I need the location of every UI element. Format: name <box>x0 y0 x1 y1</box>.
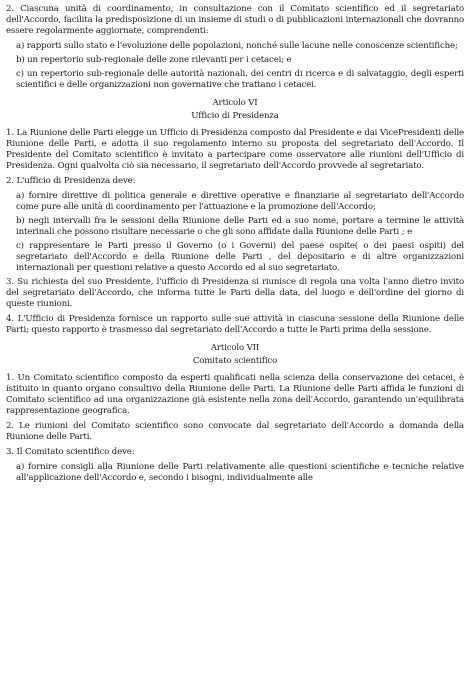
list-item-c: c) un repertorio sub-regionale delle autorità nazionali, dei centri di ricerca e di salvataggio, degli esperti scientifici e delle organizzazioni non governative che trattano i cetacei. <box>16 69 464 90</box>
article-vi-paragraph-4: 4. L'Ufficio di Presidenza fornisce un rapporto sulle sue attività in ciascuna sessione della Riunione delle Parti; questo rapporto è trasmesso dal segretariato dell'Accordo a tutte le Parti prima della sessione. <box>6 314 464 335</box>
article-vi-paragraph-1: 1. La Riunione delle Parti elegge un Ufficio di Presidenza composto dal Presidente e dai VicePresidenti delle Riunione delle Parti, e adotta il suo regolamento interno su proposta del segretariato dell'Accordo. Il Presidente del Comitato scientifico è invitato a partecipare come osservatore alle riunioni dell'Ufficio di Presidenza. Ogni qualvolta ciò sia necessario, il segretariato dell'Accordo provvede al segretariato. <box>6 128 464 171</box>
article-vii-subtitle: Comitato scientifico <box>192 356 278 366</box>
article-vii-paragraph-2: 2. Le riunioni del Comitato scientifico sono convocate dal segretariato dell'Accordo a domanda della Riunione delle Parti. <box>6 421 464 442</box>
article-vii-title: Articolo VII <box>210 343 260 353</box>
article-vi-item-a: a) fornire direttive di politica generale e direttive operative e finanziarie al segretariato dell'Accordo come pure alle unità di coordinamento per l'attuazione e la promozione dell'Accordo; <box>16 191 464 212</box>
article-vii-item-a: a) fornire consigli alla Riunione delle Parti relativamente alle questioni scientifiche e tecniche relative all'applicazione dell'Accordo e, secondo i bisogni, individualmente alle <box>16 462 464 483</box>
paragraph-2-intro: 2. Ciascuna unità di coordinamento, in consultazione con il Comitato scientifico ed il segretariato dell'Accordo, facilita la predisposizione di un insieme di studi o di pubblicazioni internazionali che dovranno essere regolarmente aggiornate, comprendenti: <box>6 4 464 36</box>
article-vi-subtitle: Ufficio di Presidenza <box>191 111 279 121</box>
article-vi-title: Articolo VI <box>212 98 258 108</box>
article-vii-paragraph-3: 3. Il Comitato scientifico deve: <box>6 447 135 457</box>
list-item-b: b) un repertorio sub-regionale delle zone rilevanti per i cetacei; e <box>16 55 292 65</box>
article-vi-paragraph-3: 3. Su richiesta del suo Presidente, l'ufficio di Presidenza si riunisce di regola una volta l'anno dietro invito del segretariato dell'Accordo, che informa tutte le Parti della data, del luogo e dell'ordine del giorno di queste riunioni. <box>6 277 464 309</box>
article-vii-paragraph-1: 1. Un Comitato scientifico composto da esperti qualificati nella scienza della conservazione dei cetacei, è istituito in quanto organo consultivo della Riunione delle Parti. La Riunione delle Parti affida le funzioni di Comitato scientifico ad una organizzazione già esistente nella zona dell'Accordo, garantendo un'equilibrata rappresentazione geografica. <box>6 373 464 416</box>
document-page <box>6 4 464 487</box>
list-item-a: a) rapporti sullo stato e l'evoluzione delle popolazioni, nonché sulle lacune nelle conoscenze scientifiche; <box>16 41 458 51</box>
article-vi-item-b: b) negli intervalli fra le sessioni della Riunione delle Parti ed a suo nome, portare a termine le attività interinali che possono risultare necessarie o che gli sono affidate dalla Riunione delle Parti ; e <box>16 216 464 237</box>
article-vi-item-c: c) rappresentare le Parti presso il Governo (o i Governi) del paese ospite( o dei paesi ospiti) del segretariato dell'Accordo e della Riunione delle Parti , del depositario e di altre organizzazioni internazionali per questioni relative a questo Accordo ed al suo segretariato. <box>16 241 464 273</box>
article-vi-paragraph-2: 2. L'ufficio di Presidenza deve: <box>6 176 136 186</box>
